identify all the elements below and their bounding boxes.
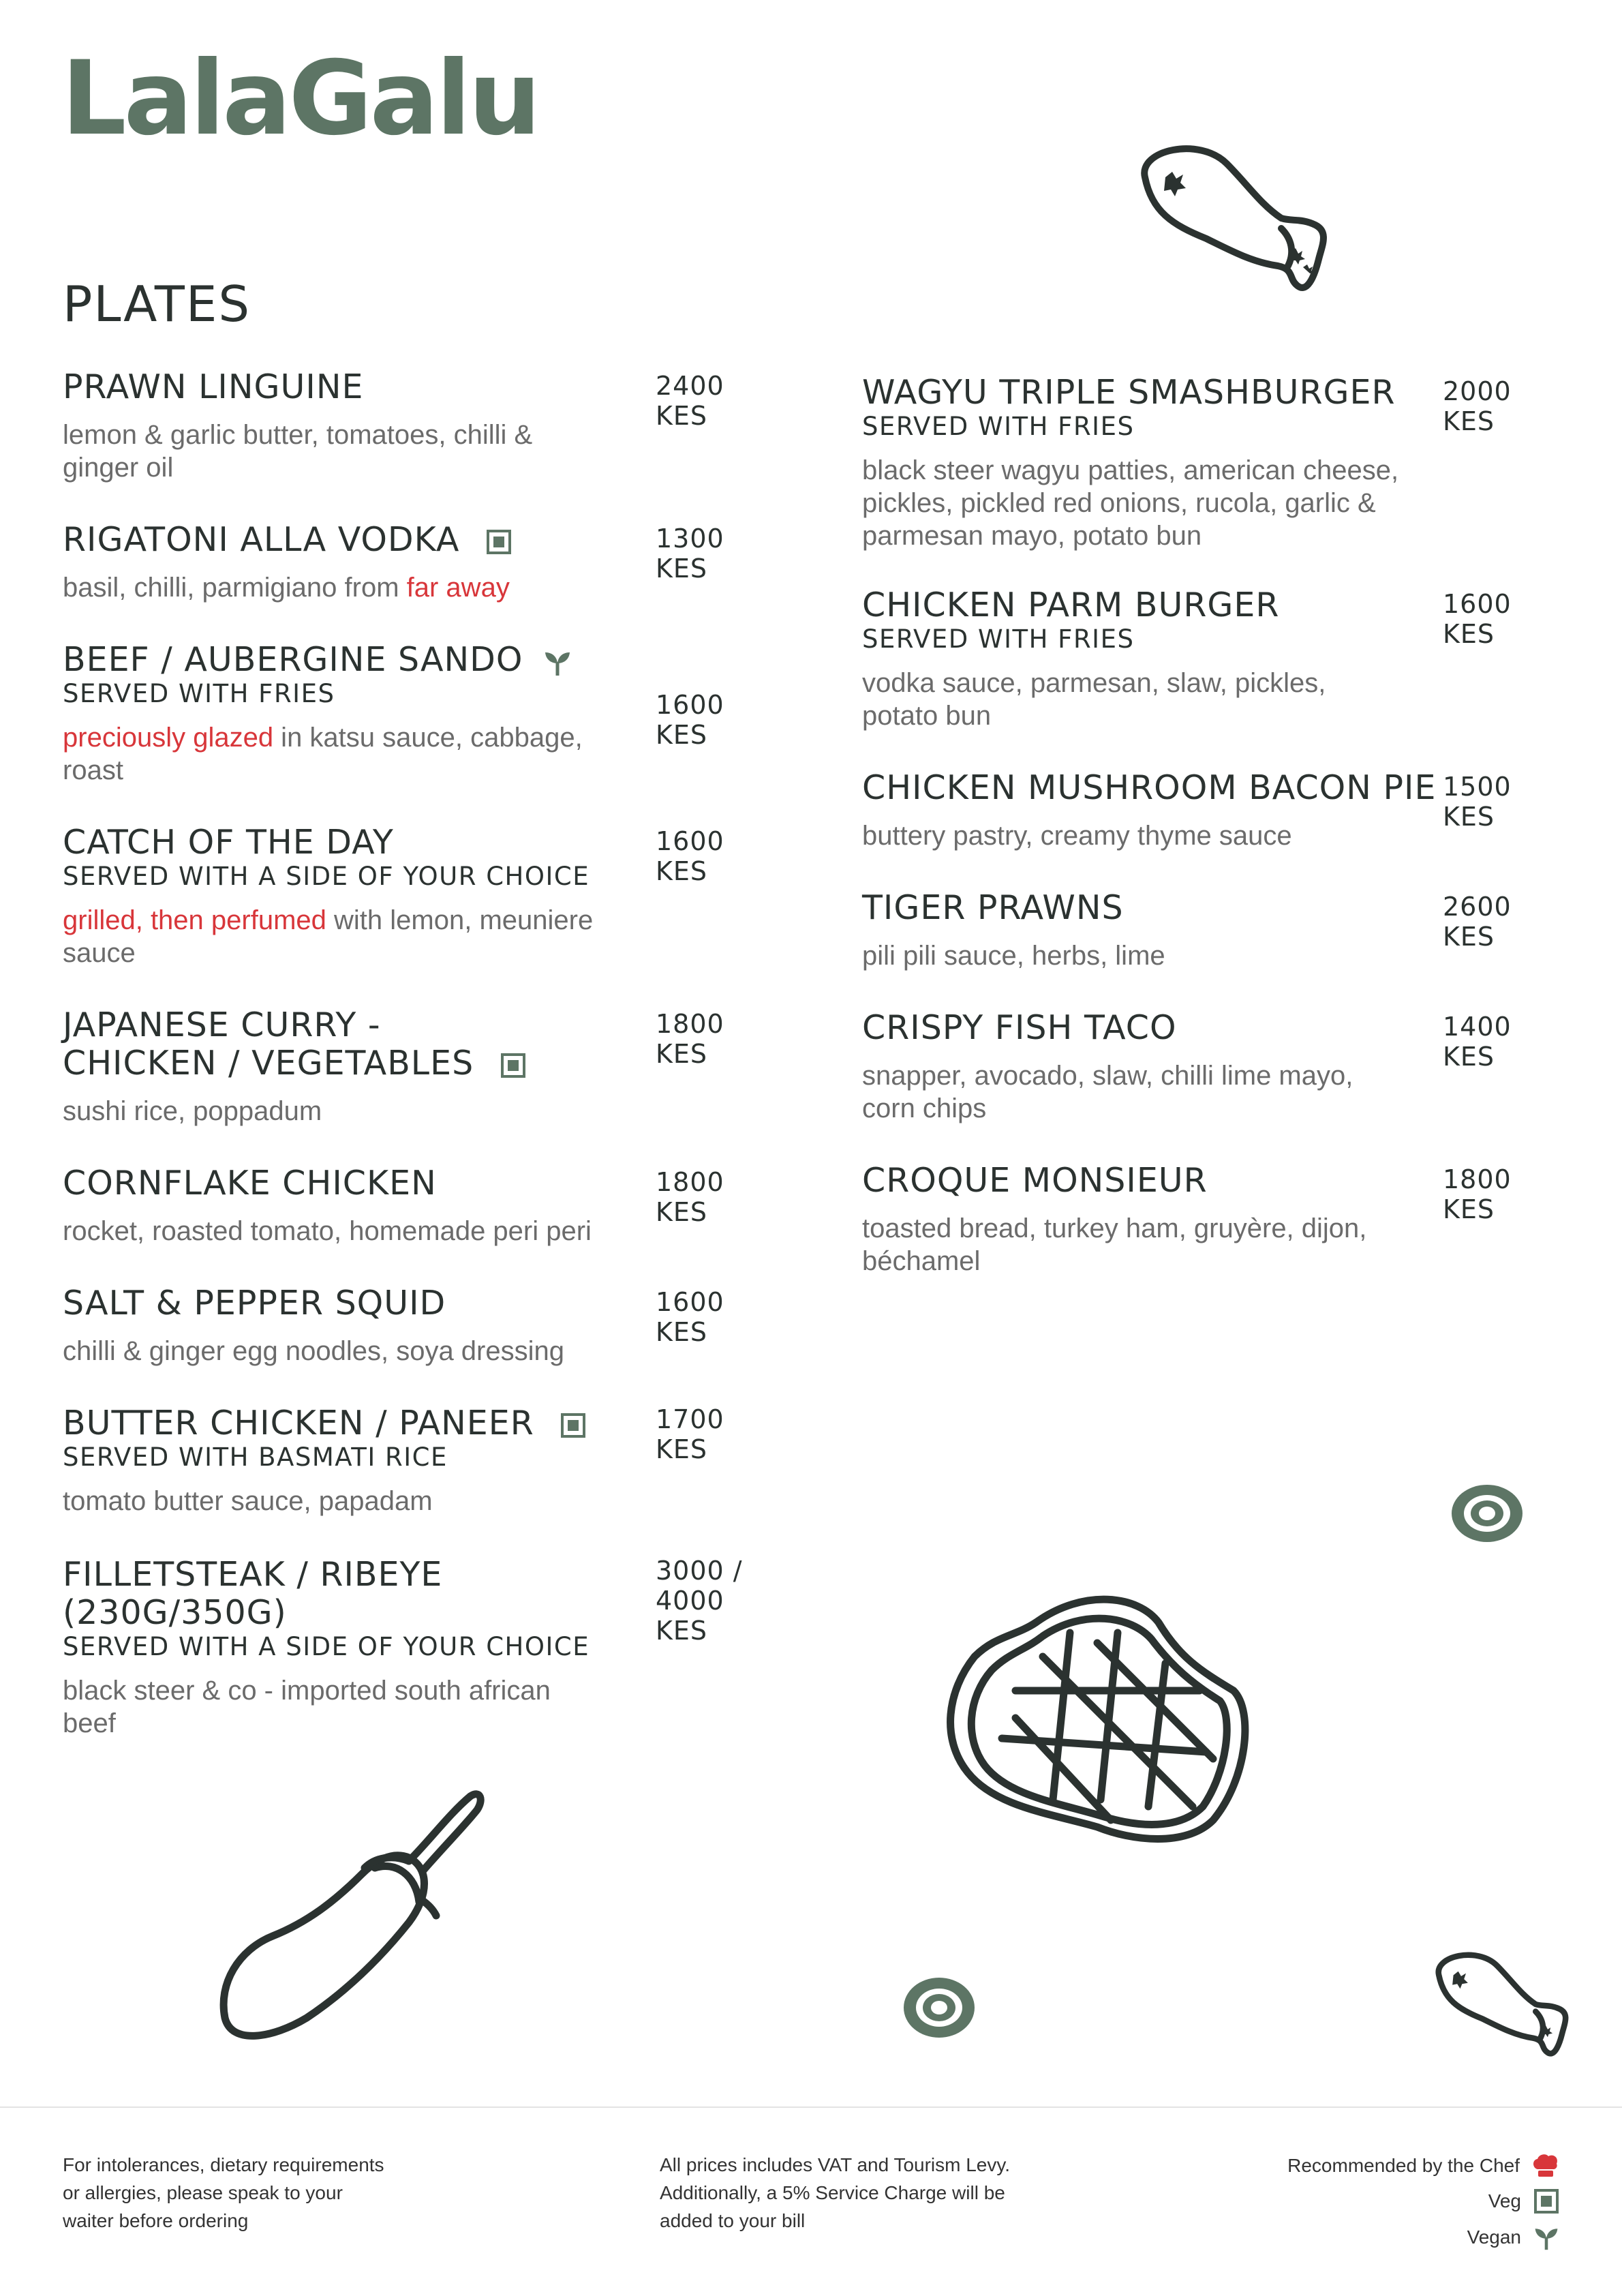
item-subtitle: SERVED WITH FRIES — [862, 412, 1135, 441]
item-subtitle: SERVED WITH A SIDE OF YOUR CHOICE — [63, 1632, 590, 1661]
legend-chef-label: Recommended by the Chef — [1287, 2155, 1520, 2176]
section-title: PLATES — [63, 275, 251, 333]
item-name: SALT & PEPPER SQUID — [63, 1284, 446, 1323]
steak-doodle-icon — [934, 1582, 1261, 1854]
legend-chef — [1287, 2153, 1559, 2179]
item-description: sushi rice, poppadum — [63, 1096, 322, 1126]
item-subtitle: SERVED WITH FRIES — [862, 624, 1135, 654]
item-price — [656, 1556, 771, 1646]
veg-square-icon — [500, 1053, 526, 1078]
item-price: 1800 KES — [656, 1009, 724, 1069]
menu-item-butter-chicken — [63, 1404, 771, 1517]
item-price: 1600 KES — [1443, 589, 1512, 649]
item-name: PRAWN LINGUINE — [63, 367, 364, 406]
drumstick-doodle-icon — [1424, 1943, 1574, 2066]
drumstick-doodle-icon — [1124, 136, 1336, 300]
vegan-sprout-icon — [544, 647, 571, 677]
item-name: CHICKEN MUSHROOM BACON PIE — [862, 768, 1437, 807]
item-description: buttery pastry, creamy thyme sauce — [862, 821, 1292, 851]
item-price: 1500 KES — [1443, 772, 1512, 832]
item-description: black steer wagyu patties, american cheese, pickles, pickled red onions, rucola, garlic & parmesan mayo, potato bun — [862, 455, 1399, 551]
item-price: 1700 KES — [656, 1404, 724, 1464]
item-description: preciously glazed in katsu sauce, cabbage, roast — [63, 723, 583, 785]
item-name-line-1: JAPANESE CURRY - — [63, 1006, 381, 1044]
item-subtitle: SERVED WITH BASMATI RICE — [63, 1442, 448, 1472]
menu-item-japanese-curry — [63, 1006, 771, 1128]
item-description: tomato butter sauce, papadam — [63, 1486, 433, 1516]
price-line-2: 4000 KES — [656, 1586, 724, 1646]
item-name-row — [63, 641, 771, 679]
item-name: RIGATONI ALLA VODKA — [63, 520, 460, 559]
item-price: 1800 KES — [656, 1167, 724, 1227]
item-subtitle: SERVED WITH A SIDE OF YOUR CHOICE — [63, 862, 590, 891]
item-price: 2400 KES — [656, 371, 724, 431]
item-description: basil, chilli, parmigiano from far away — [63, 573, 510, 603]
item-description: chilli & ginger egg noodles, soya dressing — [63, 1336, 564, 1366]
item-price: 1600 KES — [656, 690, 724, 750]
item-name: WAGYU TRIPLE SMASHBURGER — [862, 373, 1396, 412]
chef-hat-icon — [1532, 2153, 1559, 2179]
item-price: 1600 KES — [656, 826, 724, 886]
menu-item-chicken-mushroom-pie — [862, 769, 1564, 852]
vegan-sprout-icon — [1533, 2224, 1559, 2251]
item-name: CHICKEN PARM BURGER — [862, 586, 1280, 624]
item-price: 2000 KES — [1443, 376, 1512, 436]
item-name: TIGER PRAWNS — [862, 888, 1124, 927]
legend-vegan-label: Vegan — [1467, 2226, 1521, 2248]
item-description: black steer & co - imported south african beef — [63, 1676, 551, 1738]
footer-divider — [0, 2106, 1622, 2108]
menu-item-crispy-fish-taco — [862, 1009, 1564, 1125]
ring-doodle-icon — [1446, 1479, 1528, 1547]
ring-doodle-icon — [898, 1974, 980, 2042]
veg-square-icon — [486, 529, 512, 555]
menu-item-croque-monsieur — [862, 1162, 1564, 1278]
item-price: 1400 KES — [1443, 1012, 1512, 1072]
veg-square-icon — [1533, 2188, 1559, 2214]
item-name: CRISPY FISH TACO — [862, 1008, 1177, 1047]
item-description: snapper, avocado, slaw, chilli lime mayo, corn chips — [862, 1061, 1353, 1123]
menu-item-fillet-ribeye — [63, 1556, 771, 1740]
item-name-line-1: FILLETSTEAK / RIBEYE — [63, 1555, 443, 1594]
item-description: rocket, roasted tomato, homemade peri peri — [63, 1216, 592, 1246]
item-description: vodka sauce, parmesan, slaw, pickles, potato bun — [862, 668, 1326, 731]
item-name: CORNFLAKE CHICKEN — [63, 1164, 437, 1203]
item-name-line-2: (230G/350G) — [63, 1593, 287, 1632]
price-line-1: 3000 / — [656, 1556, 743, 1586]
menu-item-wagyu-smashburger — [862, 374, 1564, 552]
item-name: BEEF / AUBERGINE SANDO — [63, 640, 523, 679]
menu-item-rigatoni — [63, 521, 771, 604]
item-description: toasted bread, turkey ham, gruyère, dijon, béchamel — [862, 1213, 1367, 1276]
brand-logo: LalaGalu — [61, 40, 538, 158]
item-price: 1800 KES — [1443, 1164, 1512, 1224]
item-name-line-2: CHICKEN / VEGETABLES — [63, 1044, 474, 1083]
item-name: CATCH OF THE DAY — [63, 823, 394, 862]
footer-vat-note: All prices includes VAT and Tourism Levy. Additionally, a 5% Service Charge will be added to your bill — [660, 2154, 1011, 2231]
menu-item-cornflake-chicken — [63, 1164, 771, 1248]
footer-allergy-note: For intolerances, dietary requirements or allergies, please speak to your waiter before ordering — [63, 2154, 384, 2231]
item-name: BUTTER CHICKEN / PANEER — [63, 1404, 534, 1442]
legend-veg-label: Veg — [1488, 2190, 1521, 2211]
item-description: lemon & garlic butter, tomatoes, chilli & ginger oil — [63, 420, 533, 483]
menu-item-beef-sando — [63, 641, 771, 787]
eggplant-doodle-icon — [211, 1786, 498, 2045]
item-subtitle: SERVED WITH FRIES — [63, 679, 335, 708]
veg-square-icon — [560, 1413, 586, 1438]
menu-item-chicken-parm-burger — [862, 586, 1564, 732]
item-description: grilled, then perfumed with lemon, meuniere sauce — [63, 905, 594, 968]
item-description: pili pili sauce, herbs, lime — [862, 941, 1165, 971]
item-price: 1600 KES — [656, 1287, 724, 1347]
legend-veg — [1488, 2188, 1559, 2214]
item-price: 2600 KES — [1443, 892, 1512, 952]
item-price: 1300 KES — [656, 524, 724, 584]
item-name: CROQUE MONSIEUR — [862, 1161, 1208, 1200]
menu-item-catch-of-the-day — [63, 824, 771, 969]
menu-item-salt-pepper-squid — [63, 1284, 771, 1368]
legend-vegan — [1467, 2224, 1559, 2251]
menu-item-tiger-prawns — [862, 889, 1564, 972]
menu-item-prawn-linguine — [63, 368, 771, 484]
